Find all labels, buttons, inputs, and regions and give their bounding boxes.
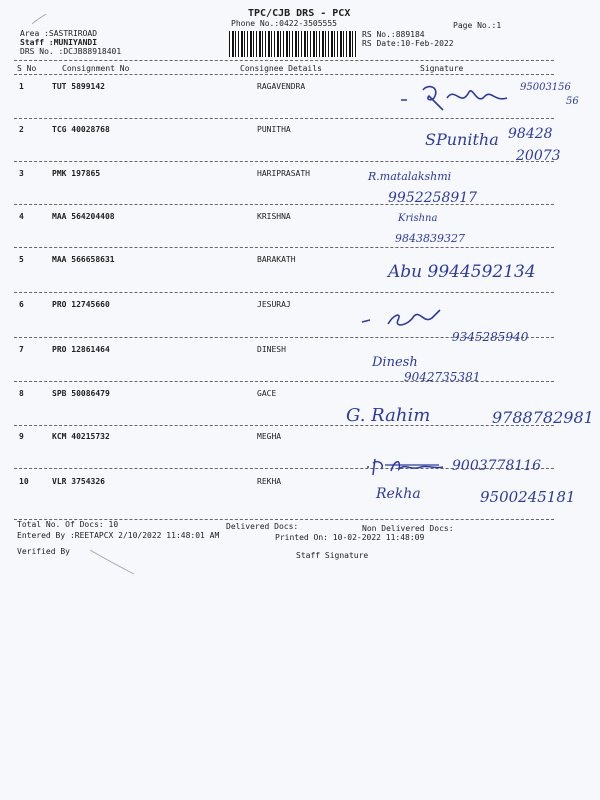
drs-number: DRS No. :DCJB88918401 — [20, 47, 122, 56]
area-label: Area :SASTRIROAD — [20, 29, 98, 38]
handwritten-name: R.matalakshmi — [368, 170, 452, 183]
handwritten-phone: 9345285940 — [452, 330, 529, 344]
row-consignment: VLR 3754326 — [52, 477, 105, 486]
divider — [14, 425, 554, 426]
handwritten-phone: 9952258917 — [388, 190, 478, 206]
handwritten-phone: 56 — [566, 96, 579, 107]
row-consignee: MEGHA — [257, 432, 282, 441]
row-consignee: KRISHNA — [257, 212, 291, 221]
rs-date: RS Date:10-Feb-2022 — [362, 39, 454, 48]
barcode — [229, 31, 357, 57]
row-consignment: TCG 40028768 — [52, 125, 110, 134]
phone-number: Phone No.:0422-3505555 — [231, 19, 337, 28]
row-sno: 10 — [19, 477, 29, 486]
staff-label: Staff :MUNIYANDI — [20, 38, 98, 47]
handwritten-name: SPunitha — [425, 130, 499, 149]
handwritten-name: G. Rahim — [346, 405, 431, 426]
handwritten-phone: 95003156 — [520, 82, 571, 93]
signature-scribble — [395, 78, 515, 118]
row-sno: 6 — [19, 300, 24, 309]
handwritten-name: Dinesh — [372, 355, 418, 370]
handwritten-phone: 98428 — [508, 126, 553, 142]
row-sno: 4 — [19, 212, 24, 221]
col-signature: Signature — [420, 64, 464, 73]
row-consignment: PRO 12861464 — [52, 345, 110, 354]
staff-signature: Staff Signature — [296, 551, 369, 560]
handwritten-phone: 9788782981 — [492, 408, 594, 427]
handwritten-phone: 9500245181 — [480, 488, 576, 506]
divider — [14, 74, 554, 75]
row-consignee: JESURAJ — [257, 300, 291, 309]
row-consignee: HARIPRASATH — [257, 169, 310, 178]
handwritten-phone: 9843839327 — [395, 232, 465, 245]
divider — [14, 60, 554, 61]
row-consignment: PRO 12745660 — [52, 300, 110, 309]
handwritten-phone: 9003778116 — [452, 458, 542, 474]
non-delivered-docs: Non Delivered Docs: — [362, 524, 454, 533]
handwritten-name: Krishna — [398, 213, 438, 224]
row-consignee: BARAKATH — [257, 255, 296, 264]
row-sno: 7 — [19, 345, 24, 354]
divider — [14, 118, 554, 119]
row-consignment: PMK 197865 — [52, 169, 101, 178]
pen-stroke — [88, 548, 138, 578]
divider — [14, 292, 554, 293]
row-sno: 8 — [19, 389, 24, 398]
row-sno: 3 — [19, 169, 24, 178]
entered-by: Entered By :REETAPCX 2/10/2022 11:48:01 AM — [17, 531, 220, 540]
handwritten-phone: 20073 — [516, 148, 561, 164]
divider — [14, 161, 554, 162]
delivered-docs: Delivered Docs: — [226, 522, 299, 531]
col-sno: S No — [17, 64, 37, 73]
row-sno: 5 — [19, 255, 24, 264]
printed-on: Printed On: 10-02-2022 11:48:09 — [275, 533, 425, 542]
handwritten-text: Abu 9944592134 — [388, 262, 536, 282]
row-consignee: DINESH — [257, 345, 286, 354]
row-consignment: SPB 50086479 — [52, 389, 110, 398]
row-consignee: REKHA — [257, 477, 282, 486]
row-consignee: RAGAVENDRA — [257, 82, 306, 91]
row-sno: 1 — [19, 82, 24, 91]
handwritten-name: Rekha — [376, 486, 421, 502]
row-consignment: TUT 5899142 — [52, 82, 105, 91]
document-title: TPC/CJB DRS - PCX — [248, 8, 351, 19]
rs-number: RS No.:889184 — [362, 30, 425, 39]
row-consignment: MAA 566658631 — [52, 255, 115, 264]
page-number: Page No.:1 — [453, 21, 502, 30]
row-sno: 2 — [19, 125, 24, 134]
row-consignment: KCM 40215732 — [52, 432, 110, 441]
row-consignment: MAA 564204408 — [52, 212, 115, 221]
verified-by: Verified By — [17, 547, 70, 556]
row-consignee: GACE — [257, 389, 277, 398]
divider — [14, 247, 554, 248]
signature-scribble — [365, 455, 445, 479]
row-sno: 9 — [19, 432, 24, 441]
pen-stroke — [30, 12, 50, 28]
handwritten-phone: 9042735381 — [404, 370, 481, 384]
signature-scribble — [358, 304, 458, 338]
col-consignment: Consignment No — [62, 64, 130, 73]
total-docs: Total No. Of Docs: 10 — [17, 520, 119, 529]
row-consignee: PUNITHA — [257, 125, 291, 134]
col-consignee: Consignee Details — [240, 64, 322, 73]
